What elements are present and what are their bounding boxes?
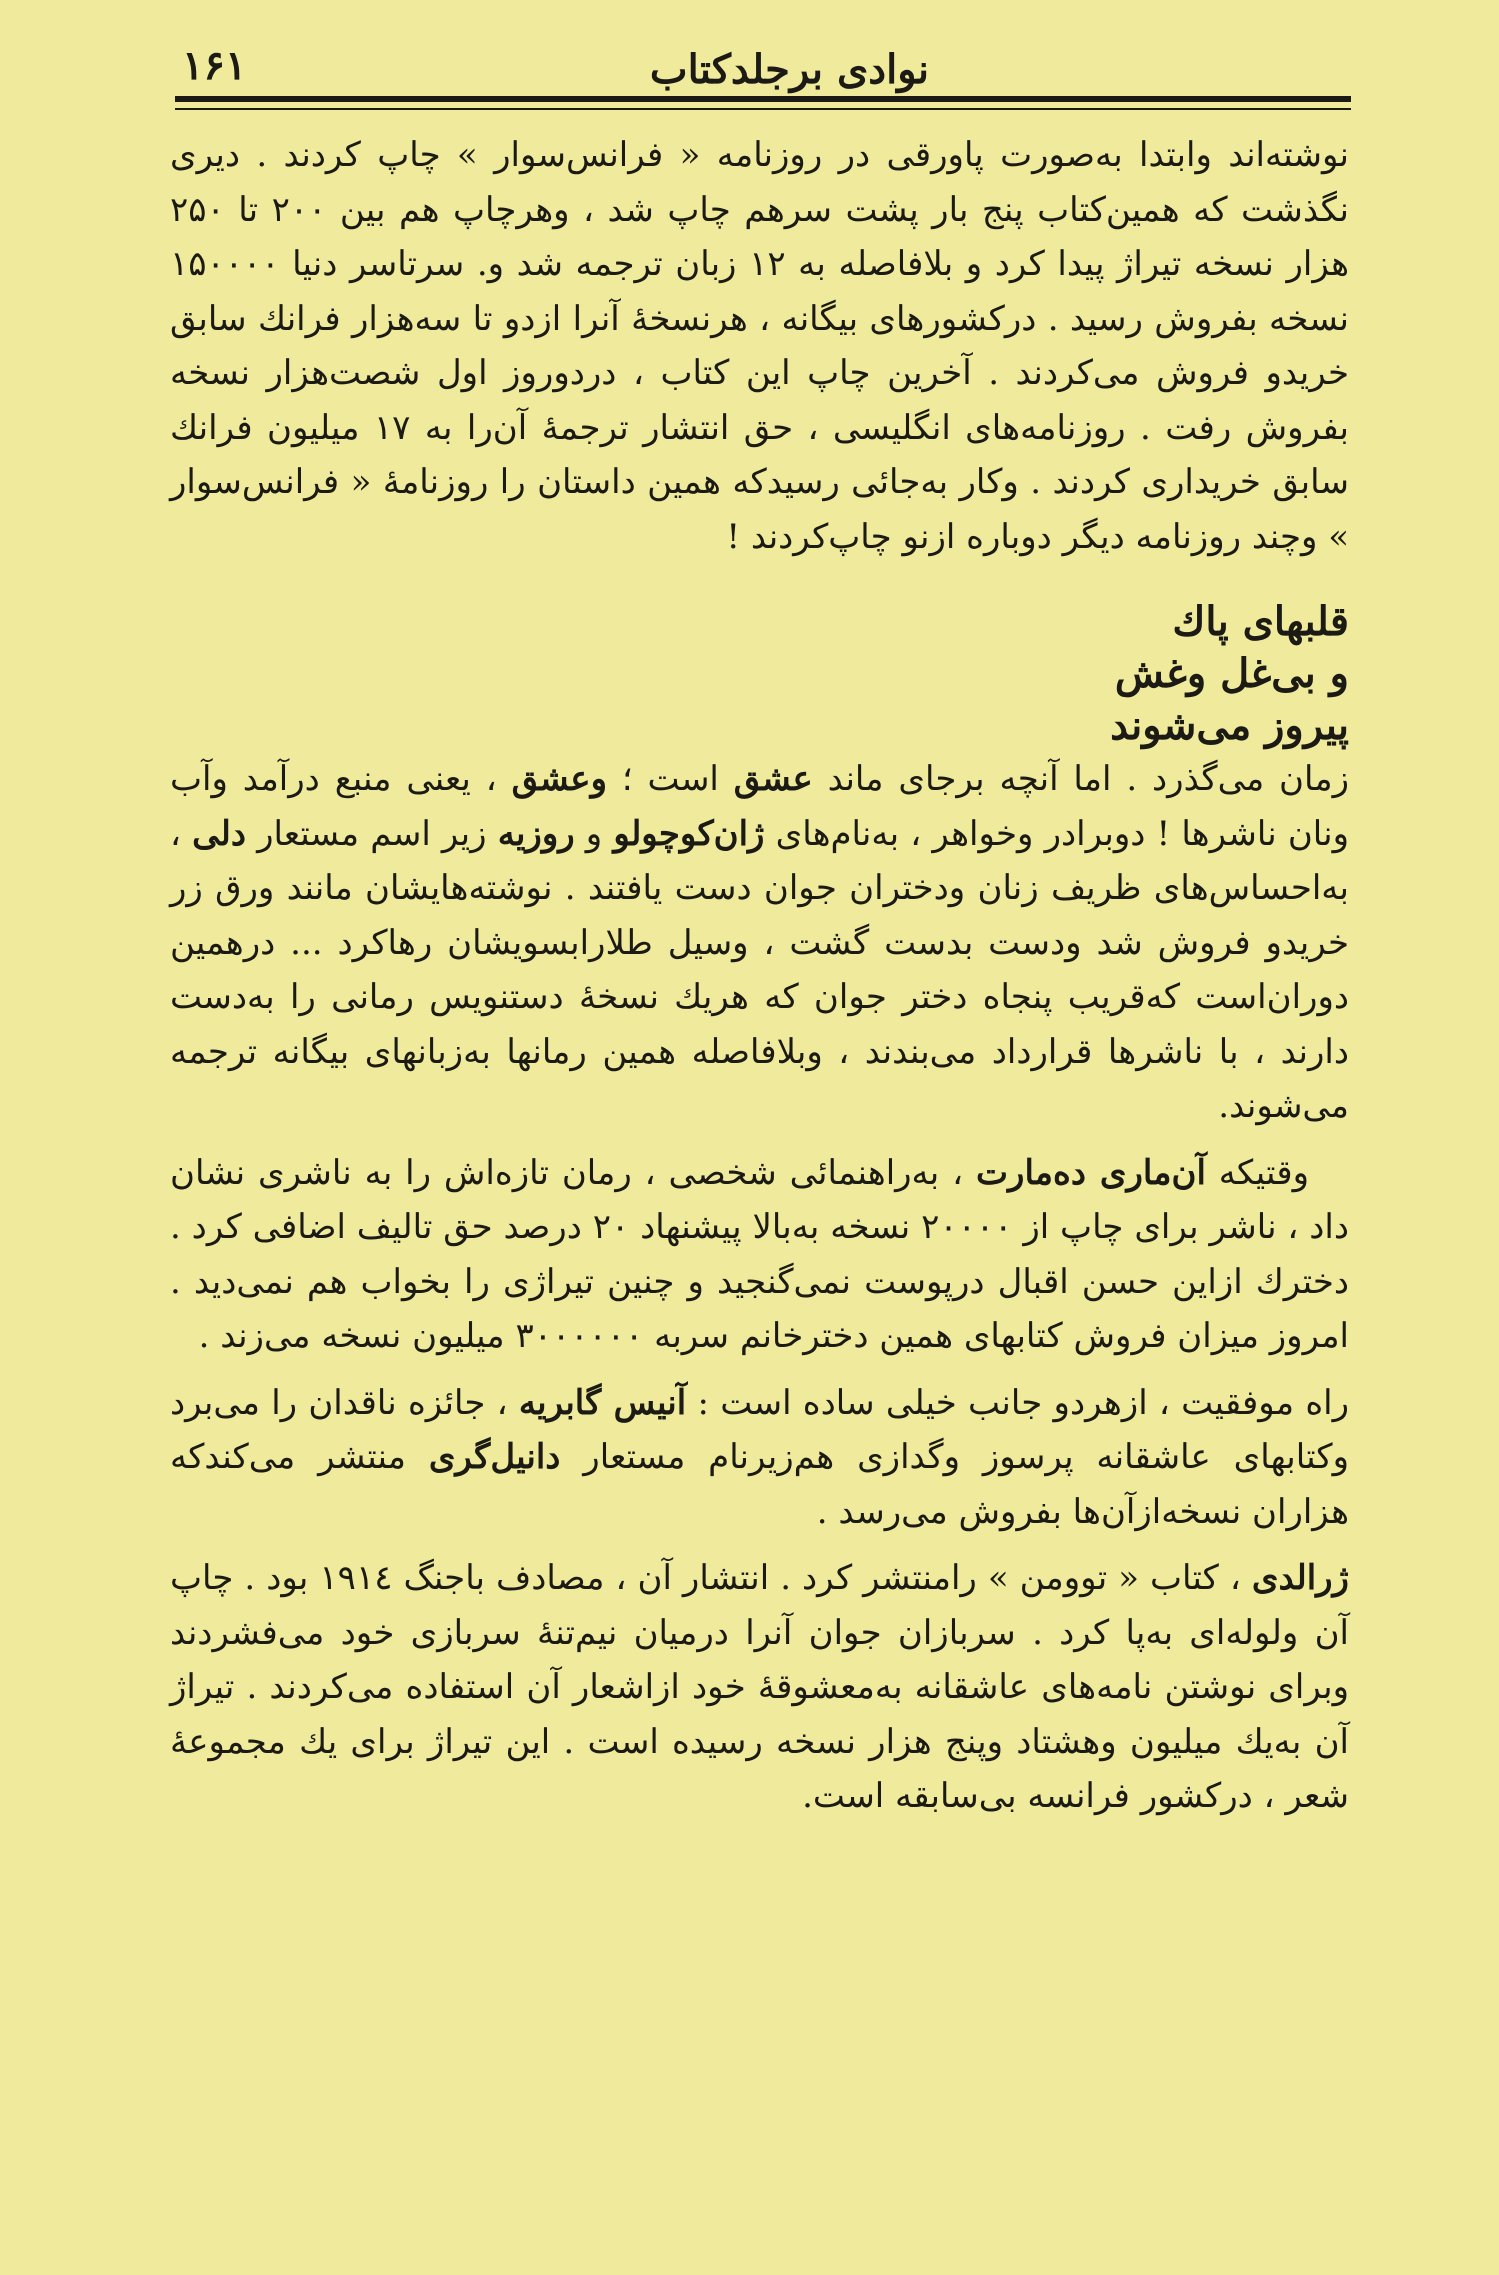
bold-name: ژرالدی xyxy=(1251,1558,1349,1598)
page-header xyxy=(170,40,1349,98)
page-number: ۱۶۱ xyxy=(182,42,247,89)
heading-line-1: قلبهای پاك xyxy=(1172,598,1349,645)
bold-name: آن‌ماری ده‌مارت xyxy=(976,1152,1206,1193)
header-rule-thick xyxy=(175,96,1351,102)
text-run: زیر اسم مستعار xyxy=(245,813,498,854)
bold-name: ژان‌کوچولو xyxy=(613,813,765,854)
text-run: ، به‌راهنمائی شخصی ، رمان تازه‌اش را به ناشری نشان داد ، ناشر برای چاپ از ۲۰۰۰۰ نسخه به‌بالا پیشنهاد ۲۰ درصد حق تالیف اضافی کرد . دخترك ازاین حسن اقبال درپوست نمی‌گنجید و چنین تیراژی را بخواب هم نمی‌دید . امروز میزان فروش کتابهای همین دخترخانم سربه ۳۰۰۰۰۰۰ میلیون نسخه می‌زند . xyxy=(170,1152,1350,1356)
bold-name: دلی xyxy=(192,813,246,854)
paragraph-love xyxy=(170,752,1349,1134)
text-run: ، به‌احساس‌های ظریف زنان ودختران جوان دست یافتند . نوشته‌هایشان مانند ورق زر خریدو فروش شد ودست بدست گشت ، وسیل طلارابسویشان رهاکرد ... درهمین دوران‌است که‌قریب پنجاه دختر جوان که هریك نسخهٔ دستنویس رمانی را به‌دست دارند ، با ناشرها قرارداد می‌بندند ، وبلافاصله همین رمانها به‌زبانهای بیگانه ترجمه می‌شوند. xyxy=(170,813,1350,1126)
bold-name: دانیل‌گری xyxy=(428,1437,561,1477)
text-run: است ؛ xyxy=(607,759,734,799)
bold-name: آنیس گابریه xyxy=(518,1382,687,1423)
paragraph-gabrie xyxy=(170,1376,1349,1540)
text-run: راه موفقیت ، ازهردو جانب خیلی ساده است : xyxy=(686,1382,1349,1423)
bold-term: وعشق xyxy=(511,759,607,799)
text-run: ، جائزه ناقدان را می‌برد وکتابهای عاشقانه پرسوز وگدازی هم‌زیرنام مستعار xyxy=(170,1382,1349,1477)
paragraph-continuation: نوشته‌اند وابتدا به‌صورت پاورقی در روزنامه « فرانس‌سوار » چاپ کردند . دیری نگذشت که همین‌کتاب پنج بار پشت سرهم چاپ شد ، وهرچاپ هم بین ۲۰۰ تا ۲۵۰ هزار نسخه تیراژ پیدا کرد و بلافاصله به ۱۲ زبان ترجمه شد و. سرتاسر دنیا ۱۵۰۰۰۰ نسخه بفروش رسید . درکشورهای بیگانه ، هرنسخهٔ آنرا ازدو تا سه‌هزار فرانك سابق خریدو فروش می‌کردند . آخرین چاپ این کتاب ، دردوروز اول شصت‌هزار نسخه بفروش رفت . روزنامه‌های انگلیسی ، حق انتشار ترجمهٔ آن‌را به ۱۷ میلیون فرانك سابق خریداری کردند . وکار به‌جائی رسیدکه همین داستان را روزنامهٔ « فرانس‌سوار » وچند روزنامه دیگر دوباره ازنو چاپ‌کردند ! xyxy=(170,135,1350,557)
bold-name: روزیه xyxy=(497,813,575,854)
page-body xyxy=(170,128,1349,1824)
section-heading xyxy=(170,596,1349,752)
text-run: وقتیکه xyxy=(1205,1152,1309,1193)
paragraph-geraldy xyxy=(170,1551,1349,1824)
text-run: ، یعنی منبع درآمد وآب ونان ناشرها ! دوبرادر وخواهر ، به‌نام‌های xyxy=(170,759,1350,854)
paragraph-demarte xyxy=(170,1146,1349,1364)
text-run: زمان می‌گذرد . اما آنچه برجای ماند xyxy=(812,759,1349,799)
text-run: و xyxy=(574,813,614,854)
header-rule-thin xyxy=(175,108,1351,110)
running-title: نوادی برجلدکتاب xyxy=(649,46,929,93)
heading-line-2: و بی‌غل وغش xyxy=(1114,650,1349,697)
text-run: ، کتاب « توومن » رامنتشر کرد . انتشار آن ، مصادف باجنگ ۱۹۱٤ بود . چاپ آن ولوله‌ای به‌پا کرد . سربازان جوان آنرا درمیان نیم‌تنهٔ سربازی خود می‌فشردند وبرای نوشتن نامه‌های عاشقانه به‌معشوقهٔ خود ازاشعار آن استفاده می‌کردند . تیراژ آن به‌یك میلیون وهشتاد وپنج هزار نسخه رسیده است . این تیراژ برای یك مجموعهٔ شعر ، درکشور فرانسه بی‌سابقه است. xyxy=(170,1558,1349,1816)
bold-term: عشق xyxy=(733,759,813,799)
text-run: منتشر می‌کندکه هزاران نسخه‌ازآن‌ها بفروش می‌رسد . xyxy=(170,1437,1349,1532)
heading-line-3: پیروز می‌شوند xyxy=(1110,702,1349,749)
